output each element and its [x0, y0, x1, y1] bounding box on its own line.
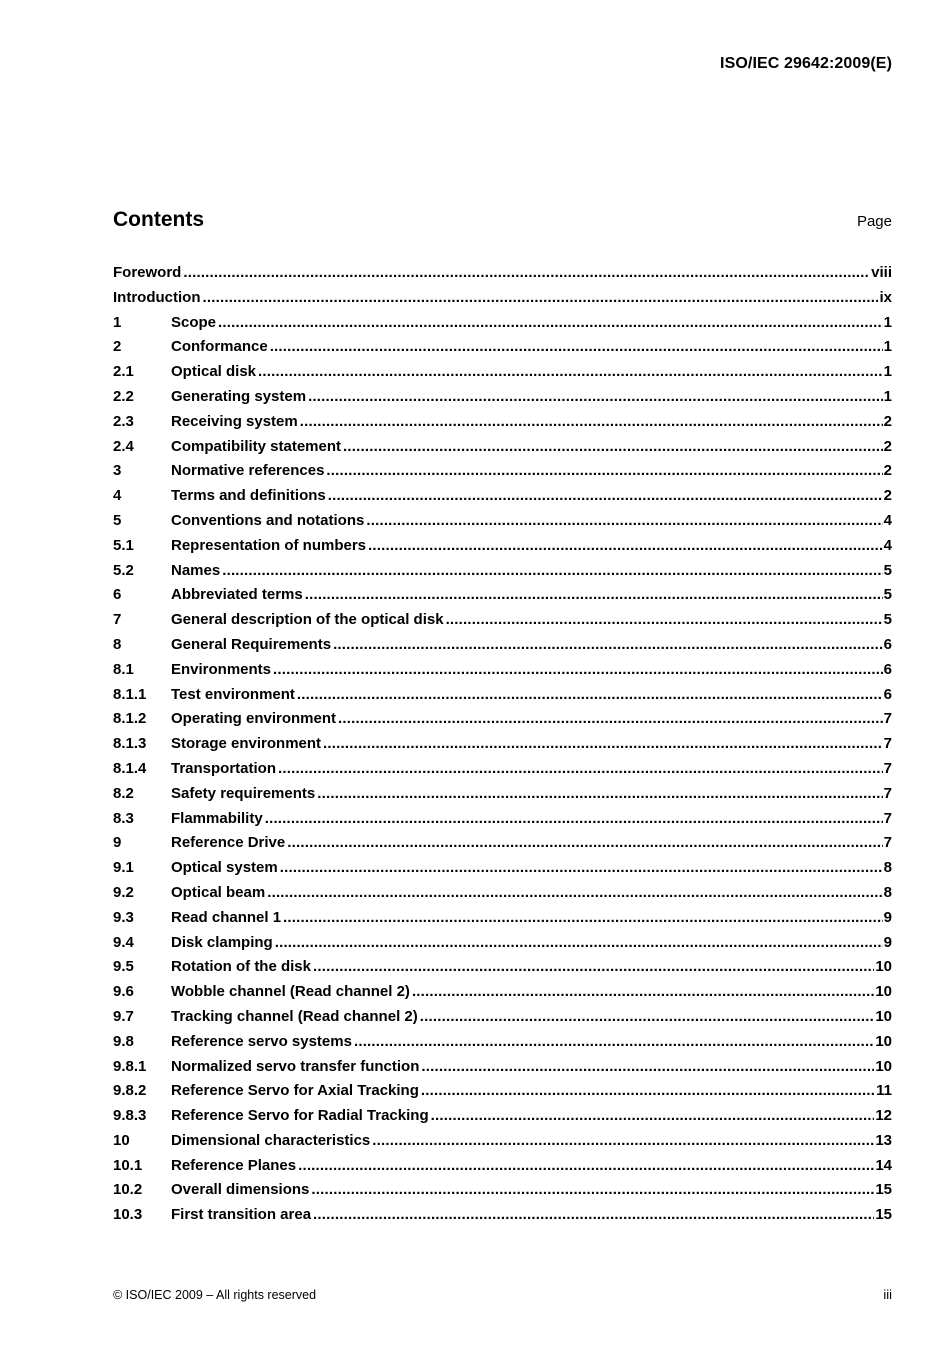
toc-entry[interactable] [113, 884, 892, 909]
toc-entry-number: 4 [113, 487, 122, 505]
dot-leader [218, 314, 883, 331]
toc-entry[interactable] [113, 710, 892, 735]
toc-entry[interactable] [113, 462, 892, 487]
toc-entry[interactable] [113, 1181, 892, 1206]
toc-entry-title[interactable]: Representation of numbers [171, 536, 367, 554]
toc-entry[interactable] [113, 586, 892, 611]
toc-entry-page[interactable]: 1 [883, 363, 892, 381]
toc-entry[interactable] [113, 1157, 892, 1182]
toc-entry-title[interactable]: Storage environment [171, 735, 322, 753]
page-column-label: Page [856, 213, 892, 230]
dot-leader [446, 611, 883, 628]
dot-leader [372, 1132, 874, 1149]
toc-entry-page[interactable]: 6 [883, 685, 892, 703]
dot-leader [267, 884, 882, 901]
dot-leader [343, 438, 883, 455]
dot-leader [305, 586, 883, 603]
toc-entry-title[interactable]: Tracking channel (Read channel 2) [171, 1007, 418, 1025]
toc-entry-number: 8.1.1 [113, 685, 147, 703]
toc-entry-page[interactable]: 7 [883, 809, 892, 827]
toc-entry[interactable] [113, 760, 892, 785]
toc-entry-number: 8.1.3 [113, 735, 147, 753]
toc-entry-title[interactable]: Foreword [113, 264, 182, 281]
toc-entry-title[interactable]: Abbreviated terms [171, 586, 303, 604]
toc-entry[interactable] [113, 512, 892, 537]
page-number: iii [883, 1287, 892, 1302]
dot-leader [183, 264, 870, 281]
dot-leader [338, 710, 883, 727]
copyright-notice: © ISO/IEC 2009 – All rights reserved [113, 1288, 317, 1302]
toc-entry-title[interactable]: General description of the optical disk [171, 611, 444, 629]
toc-entry-page[interactable]: 15 [875, 1206, 892, 1224]
toc-entry-title[interactable]: Transportation [171, 759, 277, 777]
toc-entry-title[interactable]: Wobble channel (Read channel 2) [171, 983, 410, 1001]
toc-entry-number: 2.1 [113, 363, 134, 381]
toc-entry-title[interactable]: Generating system [171, 387, 307, 405]
dot-leader [313, 958, 874, 975]
toc-entry-title[interactable]: Receiving system [171, 412, 298, 430]
toc-entry-page[interactable]: 15 [875, 1181, 892, 1199]
toc-entry-title[interactable]: Overall dimensions [171, 1181, 310, 1199]
toc-entry-title[interactable]: Disk clamping [171, 933, 273, 951]
toc-entry-number: 8.1 [113, 660, 134, 678]
dot-leader [366, 512, 882, 529]
toc-entry-number: 8.2 [113, 784, 134, 802]
toc-entry[interactable] [113, 834, 892, 859]
toc-entry[interactable] [113, 958, 892, 983]
toc-entry[interactable] [113, 611, 892, 636]
toc-entry-page[interactable]: 1 [883, 313, 892, 331]
toc-entry-title[interactable]: Names [171, 561, 221, 579]
toc-entry[interactable] [113, 810, 892, 835]
dot-leader [298, 1157, 874, 1174]
dot-leader [412, 983, 874, 1000]
toc-entry-title[interactable]: Reference Servo for Axial Tracking [171, 1082, 419, 1100]
toc-entry-page[interactable]: 2 [883, 487, 892, 505]
toc-entry-number: 3 [113, 462, 122, 480]
toc-entry-title[interactable]: Reference servo systems [171, 1032, 352, 1050]
toc-entry-page[interactable]: viii [871, 264, 892, 281]
toc-entry-title[interactable]: Read channel 1 [171, 908, 282, 926]
toc-entry-number: 9.8.1 [113, 1057, 147, 1075]
toc-entry-title[interactable]: Dimensional characteristics [171, 1131, 371, 1149]
toc-entry[interactable] [113, 289, 892, 314]
toc-entry-page[interactable]: 10 [875, 1057, 892, 1075]
toc-entry-page[interactable]: 13 [875, 1131, 892, 1149]
toc-entry-number: 9.8.3 [113, 1107, 147, 1125]
toc-entry-page[interactable]: 8 [883, 883, 892, 901]
toc-entry[interactable] [113, 983, 892, 1008]
toc-entry-title[interactable]: Normative references [171, 462, 325, 480]
toc-entry-page[interactable]: 7 [883, 735, 892, 753]
dot-leader [317, 785, 882, 802]
toc-entry-page[interactable]: 10 [875, 958, 892, 976]
toc-entry[interactable] [113, 934, 892, 959]
dot-leader [300, 413, 883, 430]
toc-entry[interactable] [113, 338, 892, 363]
toc-entry-page[interactable]: 2 [883, 412, 892, 430]
toc-entry-title[interactable]: Optical disk [171, 363, 257, 381]
toc-entry[interactable] [113, 1082, 892, 1107]
toc-entry[interactable] [113, 562, 892, 587]
toc-entry-number: 2.2 [113, 387, 134, 405]
toc-entry-number: 5 [113, 511, 122, 529]
toc-entry-title[interactable]: Reference Planes [171, 1156, 297, 1174]
table-of-contents [113, 264, 892, 1231]
toc-entry-number: 10.3 [113, 1206, 143, 1224]
dot-leader [273, 661, 883, 678]
dot-leader [328, 487, 883, 504]
dot-leader [308, 388, 883, 405]
toc-entry[interactable] [113, 388, 892, 413]
dot-leader [202, 289, 878, 306]
toc-entry-page[interactable]: 7 [883, 710, 892, 728]
dot-leader [287, 834, 882, 851]
toc-entry-title[interactable]: Environments [171, 660, 272, 678]
toc-entry-number: 9.2 [113, 883, 134, 901]
toc-entry-page[interactable]: 2 [883, 462, 892, 480]
toc-entry-number: 1 [113, 313, 122, 331]
toc-entry[interactable] [113, 661, 892, 686]
dot-leader [421, 1058, 874, 1075]
toc-entry[interactable] [113, 438, 892, 463]
toc-entry-number: 2.4 [113, 437, 134, 455]
toc-entry-page[interactable]: 10 [875, 1032, 892, 1050]
toc-entry[interactable] [113, 1132, 892, 1157]
dot-leader [297, 686, 883, 703]
toc-entry-page[interactable]: 4 [883, 511, 892, 529]
toc-entry-number: 9.7 [113, 1007, 134, 1025]
toc-entry[interactable] [113, 636, 892, 661]
toc-entry-page[interactable]: 1 [883, 338, 892, 356]
toc-entry-page[interactable]: 4 [883, 536, 892, 554]
toc-entry-page[interactable]: 5 [883, 561, 892, 579]
contents-header [113, 208, 892, 232]
toc-entry-number: 9.3 [113, 908, 134, 926]
toc-entry-number: 2 [113, 338, 122, 356]
dot-leader [283, 909, 883, 926]
toc-entry-title[interactable]: Flammability [171, 809, 263, 827]
toc-entry-number: 8 [113, 635, 122, 653]
toc-entry-number: 7 [113, 611, 122, 629]
toc-entry-page[interactable]: 11 [876, 1082, 892, 1100]
toc-entry-page[interactable]: 8 [883, 859, 892, 877]
toc-entry[interactable] [113, 686, 892, 711]
toc-entry-number: 9.4 [113, 933, 134, 951]
toc-entry-title[interactable]: First transition area [171, 1206, 312, 1224]
toc-entry[interactable] [113, 1033, 892, 1058]
toc-entry-number: 8.3 [113, 809, 134, 827]
toc-entry-page[interactable]: 7 [883, 784, 892, 802]
toc-entry[interactable] [113, 1058, 892, 1083]
dot-leader [258, 363, 883, 380]
toc-entry-number: 2.3 [113, 412, 134, 430]
toc-entry-page[interactable]: 5 [883, 586, 892, 604]
toc-entry-title[interactable]: Conventions and notations [171, 511, 365, 529]
toc-entry[interactable] [113, 537, 892, 562]
toc-entry[interactable] [113, 314, 892, 339]
toc-entry-page[interactable]: 6 [883, 660, 892, 678]
toc-entry-title[interactable]: Optical system [171, 859, 278, 877]
dot-leader [421, 1082, 875, 1099]
toc-entry-title[interactable]: Reference Drive [171, 834, 286, 852]
toc-entry-number: 9 [113, 834, 122, 852]
toc-entry-number: 6 [113, 586, 122, 604]
toc-entry-number: 9.5 [113, 958, 134, 976]
toc-entry-number: 10 [113, 1131, 130, 1149]
dot-leader [265, 810, 883, 827]
toc-entry-number: 8.1.2 [113, 710, 147, 728]
toc-entry[interactable] [113, 264, 892, 289]
dot-leader [280, 859, 883, 876]
toc-entry-title[interactable]: Conformance [171, 338, 268, 356]
toc-entry-title[interactable]: Reference Servo for Radial Tracking [171, 1107, 429, 1125]
toc-entry-number: 5.2 [113, 561, 134, 579]
toc-entry-page[interactable]: 9 [883, 933, 892, 951]
document-id: ISO/IEC 29642:2009(E) [720, 55, 892, 72]
toc-entry-page[interactable]: 12 [875, 1107, 892, 1125]
toc-entry-title[interactable]: Scope [171, 313, 217, 331]
toc-entry-page[interactable]: 1 [883, 387, 892, 405]
toc-entry-number: 10.2 [113, 1181, 143, 1199]
toc-entry-title[interactable]: Compatibility statement [171, 437, 342, 455]
toc-entry-page[interactable]: 2 [883, 437, 892, 455]
dot-leader [420, 1008, 875, 1025]
toc-entry-title[interactable]: Introduction [113, 288, 201, 306]
toc-entry-title[interactable]: Operating environment [171, 710, 337, 728]
dot-leader [323, 735, 883, 752]
dot-leader [431, 1107, 875, 1124]
dot-leader [313, 1206, 874, 1223]
toc-entry-title[interactable]: Normalized servo transfer function [171, 1057, 420, 1075]
toc-entry-title[interactable]: Terms and definitions [171, 487, 326, 505]
toc-entry-page[interactable]: 10 [875, 1007, 892, 1025]
toc-entry-title[interactable]: Optical beam [171, 883, 266, 901]
contents-title: Contents [113, 208, 204, 231]
toc-entry-page[interactable]: ix [879, 288, 892, 306]
dot-leader [311, 1181, 874, 1198]
toc-entry-page[interactable]: 14 [875, 1156, 892, 1174]
toc-entry-page[interactable]: 6 [883, 635, 892, 653]
toc-entry-number: 9.8.2 [113, 1082, 147, 1100]
toc-entry[interactable] [113, 785, 892, 810]
dot-leader [275, 934, 883, 951]
toc-entry-page[interactable]: 9 [883, 908, 892, 926]
toc-entry[interactable] [113, 859, 892, 884]
dot-leader [333, 636, 883, 653]
toc-entry[interactable] [113, 363, 892, 388]
toc-entry-number: 9.8 [113, 1032, 134, 1050]
toc-entry-number: 9.1 [113, 859, 134, 877]
toc-entry[interactable] [113, 735, 892, 760]
toc-entry-title[interactable]: Safety requirements [171, 784, 316, 802]
toc-entry-title[interactable]: Test environment [171, 685, 295, 703]
toc-entry-page[interactable]: 7 [883, 759, 892, 777]
toc-entry-page[interactable]: 7 [883, 834, 892, 852]
toc-entry-number: 5.1 [113, 536, 134, 554]
dot-leader [270, 338, 883, 355]
toc-entry[interactable] [113, 1008, 892, 1033]
toc-entry-title[interactable]: Rotation of the disk [171, 958, 311, 976]
toc-entry-page[interactable]: 5 [883, 611, 892, 629]
toc-entry[interactable] [113, 487, 892, 512]
toc-entry[interactable] [113, 909, 892, 934]
toc-entry-page[interactable]: 10 [875, 983, 892, 1001]
toc-entry-number: 9.6 [113, 983, 134, 1001]
dot-leader [278, 760, 883, 777]
dot-leader [354, 1033, 874, 1050]
page-footer [113, 1287, 892, 1302]
toc-entry-number: 8.1.4 [113, 759, 147, 777]
dot-leader [222, 562, 882, 579]
toc-entry[interactable] [113, 1107, 892, 1132]
dot-leader [368, 537, 883, 554]
dot-leader [326, 462, 882, 479]
toc-entry[interactable] [113, 413, 892, 438]
toc-entry[interactable] [113, 1206, 892, 1231]
toc-entry-title[interactable]: General Requirements [171, 635, 332, 653]
toc-entry-number: 10.1 [113, 1156, 143, 1174]
